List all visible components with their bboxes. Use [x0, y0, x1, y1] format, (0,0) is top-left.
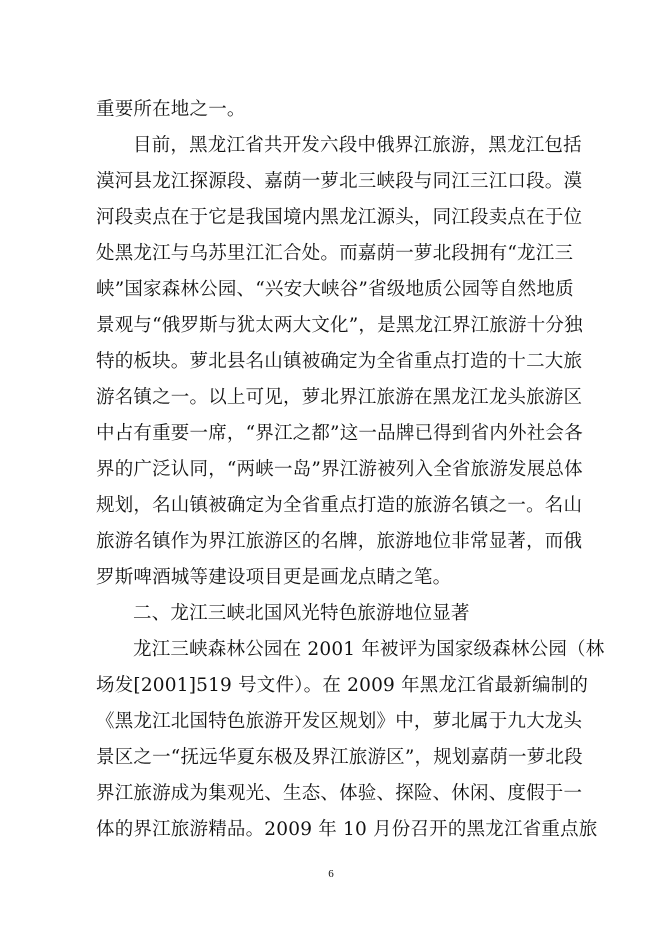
- paragraph-first-line: 目前，黑龙江省共开发六段中俄界江旅游，黑龙江包括: [133, 135, 582, 156]
- text-line: 中占有重要一席，“界江之都”这一品牌已得到省内外社会各: [96, 423, 583, 444]
- text-line: 界的广泛认同，“两峡一岛”界江游被列入全省旅游发展总体: [96, 459, 583, 480]
- text-line: 漠河县龙江探源段、嘉荫一萝北三峡段与同江三江口段。漠: [96, 171, 583, 192]
- text-line: 游名镇之一。以上可见，萝北界江旅游在黑龙江龙头旅游区: [96, 387, 583, 408]
- text-line: 特的板块。萝北县名山镇被确定为全省重点打造的十二大旅: [96, 351, 583, 372]
- text-line: 处黑龙江与乌苏里江汇合处。而嘉荫一萝北段拥有“龙江三: [96, 243, 574, 264]
- text-line: 场发[2001]519 号文件）。在 2009 年黑龙江省最新编制的: [96, 675, 589, 696]
- text-line: 河段卖点在于它是我国境内黑龙江源头，同江段卖点在于位: [96, 207, 583, 228]
- text-line: 罗斯啤酒城等建设项目更是画龙点睛之笔。: [96, 567, 452, 588]
- paragraph-first-line: 龙江三峡森林公园在 2001 年被评为国家级森林公园（林: [133, 639, 605, 660]
- text-line: 景区之一“抚远华夏东极及界江旅游区”，规划嘉荫一萝北段: [96, 747, 583, 768]
- section-heading: 二、龙江三峡北国风光特色旅游地位显著: [133, 603, 470, 624]
- text-line: 旅游名镇作为界江旅游区的名牌，旅游地位非常显著，而俄: [96, 531, 583, 552]
- text-line: 景观与“俄罗斯与犹太两大文化”，是黑龙江界江旅游十分独: [96, 315, 583, 336]
- page-number: 6: [328, 868, 334, 880]
- text-line: 体的界江旅游精品。2009 年 10 月份召开的黑龙江省重点旅: [96, 819, 598, 840]
- text-line: 规划，名山镇被确定为全省重点打造的旅游名镇之一。名山: [96, 495, 583, 516]
- text-line: 《黑龙江北国特色旅游开发区规划》中，萝北属于九大龙头: [96, 711, 583, 732]
- text-line: 重要所在地之一。: [96, 99, 246, 120]
- text-line: 峡”国家森林公园、“兴安大峡谷”省级地质公园等自然地质: [96, 279, 574, 300]
- text-line: 界江旅游成为集观光、生态、体验、探险、休闲、度假于一: [96, 783, 583, 804]
